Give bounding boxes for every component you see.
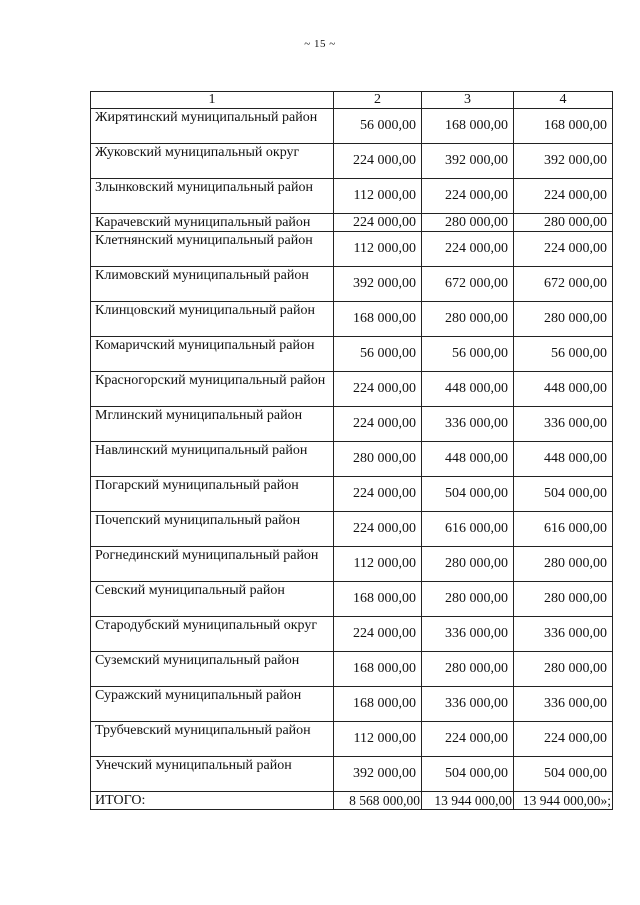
value-col-2: 224 000,00 [334, 477, 422, 512]
value-col-3: 448 000,00 [422, 442, 514, 477]
value-col-4: 280 000,00 [514, 214, 613, 232]
table-row [91, 337, 613, 372]
total-row [91, 792, 613, 810]
table-row [91, 109, 613, 144]
district-name: Суземский муниципальный район [91, 652, 334, 687]
value-col-4: 392 000,00 [514, 144, 613, 179]
value-col-2: 392 000,00 [334, 267, 422, 302]
district-name: Стародубский муниципальный округ [91, 617, 334, 652]
district-name: Клинцовский муниципальный район [91, 302, 334, 337]
header-col-4: 4 [514, 92, 613, 109]
value-col-3: 168 000,00 [422, 109, 514, 144]
table-row [91, 302, 613, 337]
table-row [91, 372, 613, 407]
value-col-4: 336 000,00 [514, 407, 613, 442]
value-col-2: 224 000,00 [334, 214, 422, 232]
value-col-3: 616 000,00 [422, 512, 514, 547]
value-col-3: 448 000,00 [422, 372, 514, 407]
district-name: Жирятинский муниципальный район [91, 109, 334, 144]
table-row [91, 477, 613, 512]
value-col-3: 280 000,00 [422, 652, 514, 687]
value-col-3: 504 000,00 [422, 477, 514, 512]
district-name: Навлинский муниципальный район [91, 442, 334, 477]
value-col-3: 224 000,00 [422, 722, 514, 757]
value-col-2: 112 000,00 [334, 547, 422, 582]
district-name: Красногорский муниципальный район [91, 372, 334, 407]
table-row [91, 652, 613, 687]
table-row [91, 214, 613, 232]
allocation-table [90, 91, 613, 810]
value-col-2: 56 000,00 [334, 109, 422, 144]
table-row [91, 547, 613, 582]
value-col-2: 112 000,00 [334, 232, 422, 267]
value-col-4: 504 000,00 [514, 477, 613, 512]
value-col-2: 56 000,00 [334, 337, 422, 372]
district-name: Комаричский муниципальный район [91, 337, 334, 372]
value-col-3: 56 000,00 [422, 337, 514, 372]
value-col-4: 504 000,00 [514, 757, 613, 792]
table-row [91, 722, 613, 757]
table-row [91, 407, 613, 442]
value-col-2: 280 000,00 [334, 442, 422, 477]
header-col-1: 1 [91, 92, 334, 109]
value-col-4: 280 000,00 [514, 652, 613, 687]
table-row [91, 687, 613, 722]
value-col-2: 112 000,00 [334, 179, 422, 214]
district-name: Почепский муниципальный район [91, 512, 334, 547]
value-col-3: 280 000,00 [422, 302, 514, 337]
total-col-2: 8 568 000,00 [334, 792, 422, 810]
district-name: Злынковский муниципальный район [91, 179, 334, 214]
district-name: Рогнединский муниципальный район [91, 547, 334, 582]
value-col-4: 224 000,00 [514, 179, 613, 214]
value-col-3: 224 000,00 [422, 179, 514, 214]
value-col-4: 224 000,00 [514, 232, 613, 267]
district-name: Трубчевский муниципальный район [91, 722, 334, 757]
header-row [91, 92, 613, 109]
district-name: Мглинский муниципальный район [91, 407, 334, 442]
value-col-2: 392 000,00 [334, 757, 422, 792]
total-col-4: 13 944 000,00»; [514, 792, 613, 810]
value-col-3: 336 000,00 [422, 617, 514, 652]
value-col-2: 224 000,00 [334, 144, 422, 179]
value-col-4: 672 000,00 [514, 267, 613, 302]
district-name: Погарский муниципальный район [91, 477, 334, 512]
value-col-3: 336 000,00 [422, 687, 514, 722]
value-col-4: 280 000,00 [514, 302, 613, 337]
table-row [91, 617, 613, 652]
value-col-3: 224 000,00 [422, 232, 514, 267]
value-col-3: 336 000,00 [422, 407, 514, 442]
table-row [91, 442, 613, 477]
value-col-4: 56 000,00 [514, 337, 613, 372]
table-row [91, 267, 613, 302]
value-col-2: 224 000,00 [334, 617, 422, 652]
district-name: Жуковский муниципальный округ [91, 144, 334, 179]
value-col-4: 448 000,00 [514, 442, 613, 477]
header-col-2: 2 [334, 92, 422, 109]
value-col-3: 392 000,00 [422, 144, 514, 179]
district-name: Карачевский муниципальный район [91, 214, 334, 232]
value-col-2: 224 000,00 [334, 372, 422, 407]
value-col-2: 168 000,00 [334, 687, 422, 722]
value-col-2: 168 000,00 [334, 302, 422, 337]
value-col-3: 280 000,00 [422, 582, 514, 617]
value-col-4: 168 000,00 [514, 109, 613, 144]
district-name: Климовский муниципальный район [91, 267, 334, 302]
value-col-4: 280 000,00 [514, 547, 613, 582]
value-col-4: 336 000,00 [514, 687, 613, 722]
district-name: Суражский муниципальный район [91, 687, 334, 722]
page-number: ~ 15 ~ [304, 38, 336, 50]
table-row [91, 179, 613, 214]
value-col-4: 616 000,00 [514, 512, 613, 547]
total-col-3: 13 944 000,00 [422, 792, 514, 810]
value-col-2: 224 000,00 [334, 512, 422, 547]
value-col-2: 112 000,00 [334, 722, 422, 757]
value-col-3: 672 000,00 [422, 267, 514, 302]
value-col-4: 224 000,00 [514, 722, 613, 757]
value-col-3: 280 000,00 [422, 214, 514, 232]
value-col-2: 168 000,00 [334, 582, 422, 617]
value-col-4: 336 000,00 [514, 617, 613, 652]
header-col-3: 3 [422, 92, 514, 109]
district-name: Унечский муниципальный район [91, 757, 334, 792]
value-col-2: 168 000,00 [334, 652, 422, 687]
total-label: ИТОГО: [91, 792, 334, 810]
table-row [91, 582, 613, 617]
value-col-4: 448 000,00 [514, 372, 613, 407]
district-name: Клетнянский муниципальный район [91, 232, 334, 267]
value-col-3: 280 000,00 [422, 547, 514, 582]
table-row [91, 144, 613, 179]
table-row [91, 232, 613, 267]
table-row [91, 757, 613, 792]
value-col-2: 224 000,00 [334, 407, 422, 442]
district-name: Севский муниципальный район [91, 582, 334, 617]
value-col-4: 280 000,00 [514, 582, 613, 617]
table-row [91, 512, 613, 547]
value-col-3: 504 000,00 [422, 757, 514, 792]
